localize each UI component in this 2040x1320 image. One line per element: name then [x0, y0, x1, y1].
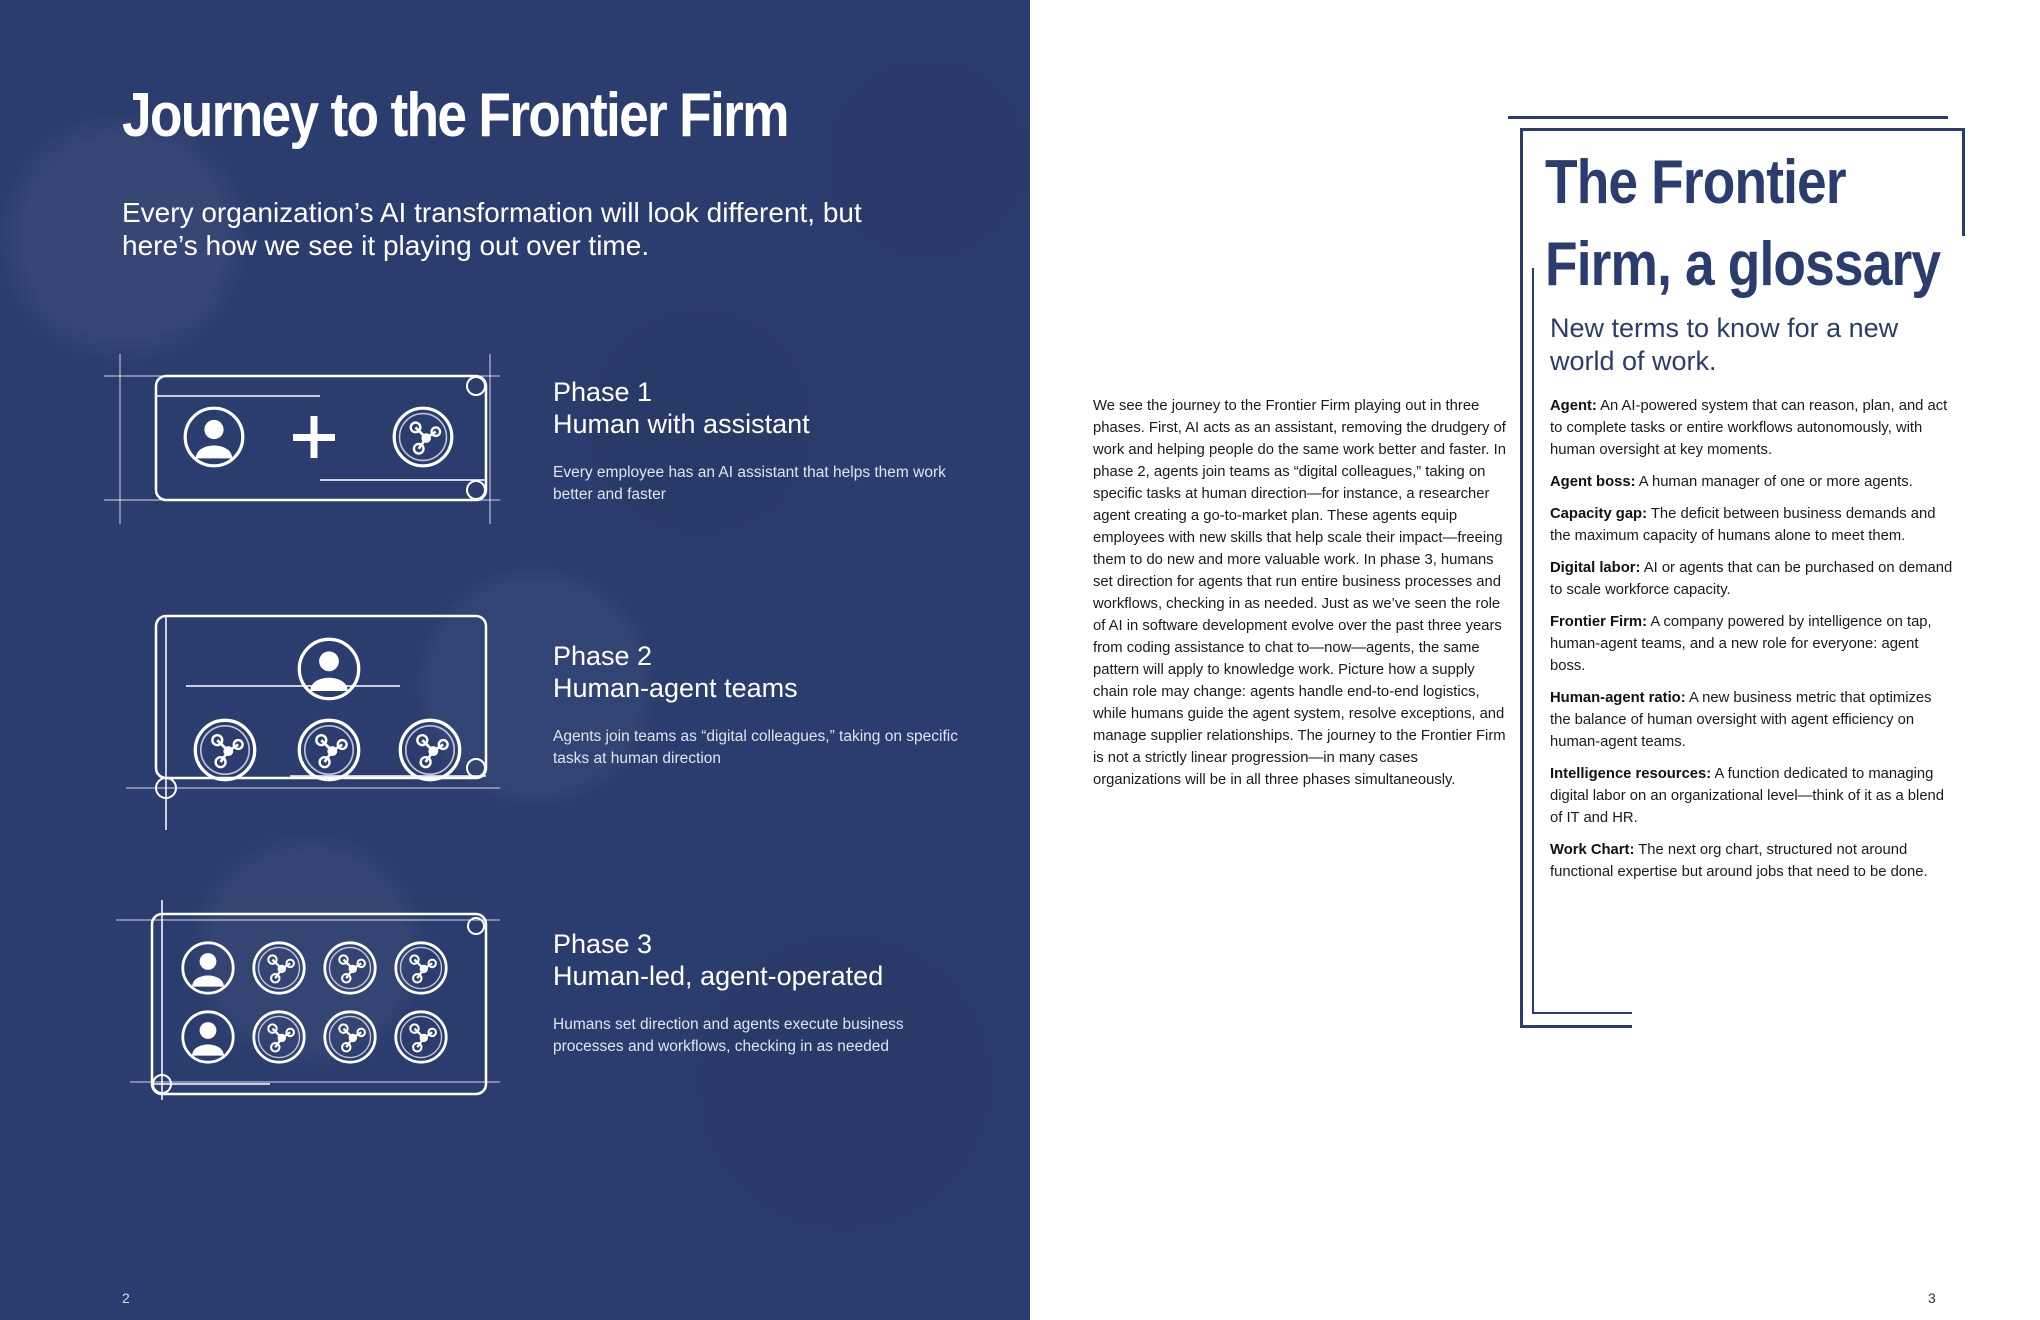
glossary-item [1550, 687, 1955, 753]
agent-network-icon [400, 720, 459, 779]
page-title: Journey to the Frontier Firm [122, 81, 788, 150]
agent-network-icon [254, 1012, 304, 1062]
glossary-term: Agent boss: [1550, 474, 1636, 490]
glossary-title-line: The Frontier [1545, 148, 1846, 217]
glossary-definition: The deficit between business demands and the maximum capacity of humans alone to meet them. [1550, 506, 1936, 544]
phase-description: Agents join teams as “digital colleagues,” taking on specific tasks at human direction [553, 728, 958, 767]
glossary-frame-right-line [1962, 128, 1965, 236]
phase-name: Human-led, agent-operated [553, 961, 884, 991]
glossary-item [1550, 839, 1955, 883]
glossary-subtitle: New terms to know for a new world of work. [1550, 313, 1899, 376]
agent-network-icon [195, 720, 254, 779]
glossary-list [1550, 395, 1955, 893]
phase-name: Human-agent teams [553, 673, 798, 703]
person-icon [183, 943, 233, 993]
person-icon [299, 639, 358, 698]
phase-description: Every employee has an AI assistant that helps them work better and faster [553, 464, 946, 503]
glossary-item [1550, 471, 1955, 493]
glossary-definition: A new business metric that optimizes the balance of human oversight with agent efficiency on human-agent teams. [1550, 690, 1932, 750]
page-number: 3 [1928, 1290, 1936, 1306]
phase-name: Human with assistant [553, 409, 810, 439]
glossary-term: Digital labor: [1550, 560, 1641, 576]
glossary-term: Work Chart: [1550, 842, 1635, 858]
page-number: 2 [122, 1290, 130, 1306]
intro-paragraph: We see the journey to the Frontier Firm playing out in three phases. First, AI acts as an assistant, removing the drudgery of work and helping people do the same work better and faster. In phase 2, agents join teams as “digital colleagues,” taking on specific tasks at human direction—for instance, a researcher agent creating a go-to-market plan. These agents equip employees with new skills that help scale their impact—freeing them to do new and more valuable work. In phase 3, humans set direction for agents that run entire business processes and workflows, checking in as needed. Just as we’ve seen the role of AI in software development evolve over the past three years from coding assistance to chat to—now—agents, the same pattern will apply to knowledge work. Picture how a supply chain role may change: agents handle end-to-end logistics, while humans guide the agent system, resolve exceptions, and manage supplier relationships. The journey to the Frontier Firm is not a strictly linear progression—in many cases organizations will be in all three phases simultaneously. [1093, 398, 1506, 788]
glossary-frame-left-line [1532, 268, 1534, 1012]
glossary-frame-top-line [1508, 116, 1948, 119]
glossary-frame-bottom-line [1532, 1012, 1632, 1014]
glossary-frame-left-line [1520, 128, 1523, 1028]
phase-1-illustration [100, 352, 500, 592]
agent-network-icon [396, 943, 446, 993]
agent-network-icon [394, 408, 452, 466]
glossary-definition: A company powered by intelligence on tap, human-agent teams, and a new role for everyone: agent boss. [1550, 614, 1932, 674]
phase-3-text [553, 928, 973, 1058]
glossary-item [1550, 611, 1955, 677]
agent-network-icon [325, 943, 375, 993]
glossary-item [1550, 763, 1955, 829]
phase-2-text [553, 640, 973, 770]
phase-number: Phase 2 [553, 641, 653, 671]
glossary-title [1545, 142, 1940, 306]
glossary-definition: A function dedicated to managing digital labor on an organizational level—think of it as a blend of IT and HR. [1550, 766, 1945, 826]
glossary-definition: The next org chart, structured not around functional expertise but around jobs that need to be done. [1550, 842, 1928, 880]
phase-1 [0, 352, 1030, 592]
glossary-definition: AI or agents that can be purchased on demand to scale workforce capacity. [1550, 560, 1953, 598]
glossary-term: Agent: [1550, 398, 1597, 414]
phase-1-text [553, 376, 973, 506]
glossary-term: Human-agent ratio: [1550, 690, 1686, 706]
phase-number: Phase 1 [553, 377, 653, 407]
glossary-item [1550, 557, 1955, 601]
agent-network-icon [254, 943, 304, 993]
agent-network-icon [299, 720, 358, 779]
glossary-term: Capacity gap: [1550, 506, 1648, 522]
phase-3 [0, 900, 1030, 1140]
glossary-item [1550, 503, 1955, 547]
agent-network-icon [325, 1012, 375, 1062]
phase-description: Humans set direction and agents execute business processes and workflows, checking in as needed [553, 1016, 904, 1055]
page-subtitle: Every organization’s AI transformation will look different, but here’s how we see it playing out over time. [122, 197, 862, 261]
plus-icon [293, 416, 335, 458]
glossary-title-line: Firm, a glossary [1545, 230, 1941, 299]
person-icon [185, 408, 243, 466]
glossary-term: Frontier Firm: [1550, 614, 1648, 630]
phase-3-illustration [100, 900, 500, 1140]
phase-2 [0, 612, 1030, 852]
glossary-definition: A human manager of one or more agents. [1638, 474, 1913, 490]
glossary-frame-bottom-line [1520, 1025, 1632, 1028]
agent-network-icon [396, 1012, 446, 1062]
glossary-definition: An AI-powered system that can reason, plan, and act to complete tasks or entire workflows autonomously, with human oversight at key moments. [1550, 398, 1948, 458]
person-icon [183, 1012, 233, 1062]
phase-2-illustration [100, 612, 500, 852]
glossary-term: Intelligence resources: [1550, 766, 1712, 782]
phase-number: Phase 3 [553, 929, 653, 959]
glossary-item [1550, 395, 1955, 461]
glossary-frame-top-line [1520, 128, 1964, 131]
